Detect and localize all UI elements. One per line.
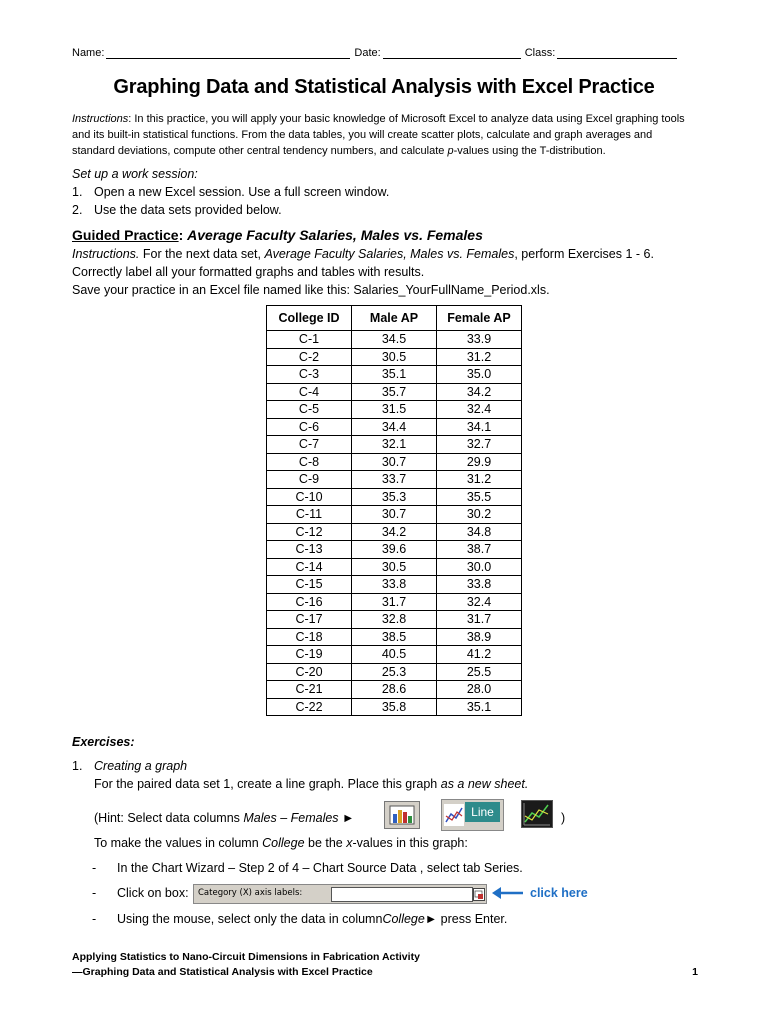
cell-college-id: C-9 <box>267 471 352 489</box>
cell-female-ap: 35.1 <box>437 698 522 716</box>
cell-female-ap: 30.0 <box>437 558 522 576</box>
exercise-1-line-1 <box>94 777 528 791</box>
cell-male-ap: 34.2 <box>352 523 437 541</box>
bullet-3-c: ► press Enter. <box>424 912 508 926</box>
instructions-label: Instructions <box>72 113 129 125</box>
table-row <box>267 383 522 401</box>
cell-college-id: C-8 <box>267 453 352 471</box>
cell-college-id: C-6 <box>267 418 352 436</box>
page-footer <box>72 950 698 980</box>
cell-female-ap: 29.9 <box>437 453 522 471</box>
cell-college-id: C-19 <box>267 646 352 664</box>
cell-male-ap: 28.6 <box>352 681 437 699</box>
ex1-line1-italic: as a new sheet. <box>440 777 529 791</box>
cell-female-ap: 31.2 <box>437 471 522 489</box>
cell-female-ap: 32.7 <box>437 436 522 454</box>
cell-female-ap: 35.0 <box>437 366 522 384</box>
table-row <box>267 593 522 611</box>
guided-instr-italic: Average Faculty Salaries, Males vs. Females <box>264 247 515 261</box>
table-row <box>267 453 522 471</box>
exercise-1-title-text: Creating a graph <box>94 759 188 773</box>
table-row <box>267 471 522 489</box>
exercise-1-title <box>72 759 187 773</box>
bullet-2-text: Click on box: <box>117 886 189 900</box>
cell-female-ap: 34.8 <box>437 523 522 541</box>
cell-female-ap: 33.9 <box>437 331 522 349</box>
xvalues-a: To make the values in column <box>94 836 263 850</box>
date-field[interactable] <box>383 47 521 59</box>
page-number: 1 <box>692 966 698 978</box>
cell-male-ap: 30.7 <box>352 506 437 524</box>
cell-male-ap: 33.7 <box>352 471 437 489</box>
table-row <box>267 506 522 524</box>
cell-college-id: C-5 <box>267 401 352 419</box>
cell-college-id: C-22 <box>267 698 352 716</box>
guided-colon: : <box>178 227 184 243</box>
table-row <box>267 558 522 576</box>
cell-male-ap: 30.7 <box>352 453 437 471</box>
cell-college-id: C-14 <box>267 558 352 576</box>
table-row <box>267 698 522 716</box>
line-chart-icon <box>444 804 464 826</box>
step-text: Use the data sets provided below. <box>94 203 282 217</box>
cell-college-id: C-17 <box>267 611 352 629</box>
hint-line <box>94 811 354 825</box>
cell-college-id: C-4 <box>267 383 352 401</box>
table-row <box>267 366 522 384</box>
list-item <box>72 201 389 219</box>
xvalues-line <box>94 836 468 850</box>
cell-female-ap: 32.4 <box>437 593 522 611</box>
cell-male-ap: 31.7 <box>352 593 437 611</box>
date-label: Date: <box>354 47 381 59</box>
page-title: Graphing Data and Statistical Analysis with Excel Practice <box>113 76 655 98</box>
setup-steps <box>72 183 389 219</box>
setup-heading-text: Set up a work session: <box>72 167 198 181</box>
ex1-line1-text: For the paired data set 1, create a line graph. Place this graph <box>94 777 441 791</box>
exercises-heading: Exercises: <box>72 735 135 749</box>
cell-college-id: C-15 <box>267 576 352 594</box>
cell-male-ap: 30.5 <box>352 348 437 366</box>
dash-bullet: - <box>92 861 97 875</box>
name-label: Name: <box>72 47 105 59</box>
cell-male-ap: 31.5 <box>352 401 437 419</box>
cell-college-id: C-3 <box>267 366 352 384</box>
cell-male-ap: 34.5 <box>352 331 437 349</box>
table-row <box>267 488 522 506</box>
cell-college-id: C-20 <box>267 663 352 681</box>
cell-college-id: C-12 <box>267 523 352 541</box>
salary-table <box>266 305 522 716</box>
cell-female-ap: 28.0 <box>437 681 522 699</box>
list-item <box>92 886 189 900</box>
cell-male-ap: 34.4 <box>352 418 437 436</box>
instructions-p: p <box>447 145 454 157</box>
cell-female-ap: 30.2 <box>437 506 522 524</box>
cell-female-ap: 41.2 <box>437 646 522 664</box>
table-row <box>267 331 522 349</box>
xvalues-b: College <box>262 836 305 850</box>
cell-male-ap: 32.8 <box>352 611 437 629</box>
guided-practice-heading <box>72 227 483 243</box>
cell-female-ap: 25.5 <box>437 663 522 681</box>
table-row <box>267 646 522 664</box>
cell-female-ap: 38.7 <box>437 541 522 559</box>
guided-instr-text-2: , perform Exercises 1 - 6. <box>514 247 654 261</box>
table-row <box>267 628 522 646</box>
instructions-text-1: : In this practice, you will apply your basic knowledge of Microsoft Excel to analyze data using Excel graphing tools and its built-in statistical functions. From the data tables, you will create scatter plots, calculate and graph averages and standard deviations, compute other central tendency numbers, and calculate <box>72 113 685 157</box>
cell-college-id: C-16 <box>267 593 352 611</box>
hint-close-paren: ) <box>561 811 566 825</box>
guided-practice-label: Guided Practice <box>72 227 179 243</box>
table-header-row <box>267 306 522 331</box>
category-axis-labels-box[interactable] <box>193 884 487 904</box>
instructions-text-2: -values using the T-distribution. <box>453 145 606 157</box>
guided-practice-subtitle: Average Faculty Salaries, Males vs. Females <box>187 227 483 243</box>
guided-instructions <box>72 245 698 299</box>
cell-female-ap: 34.1 <box>437 418 522 436</box>
name-field[interactable] <box>106 47 350 59</box>
axis-labels-input[interactable] <box>331 887 473 902</box>
setup-heading <box>72 165 698 183</box>
hint-text-b: Males – Females <box>243 811 339 825</box>
table-row <box>267 401 522 419</box>
table-row <box>267 523 522 541</box>
cell-male-ap: 35.7 <box>352 383 437 401</box>
xvalues-c: be the <box>304 836 347 850</box>
line-chart-type-button[interactable] <box>441 799 504 831</box>
xvalues-e: -values in this graph: <box>352 836 468 850</box>
click-here-text: click here <box>530 886 588 900</box>
click-here-callout <box>492 886 588 900</box>
range-select-icon[interactable] <box>473 888 485 901</box>
cell-male-ap: 40.5 <box>352 646 437 664</box>
step-number: 1. <box>72 185 83 199</box>
class-field[interactable] <box>557 47 677 59</box>
table-row <box>267 348 522 366</box>
exercise-number: 1. <box>72 759 83 773</box>
dash-bullet: - <box>92 886 97 900</box>
cell-female-ap: 31.2 <box>437 348 522 366</box>
cell-college-id: C-1 <box>267 331 352 349</box>
guided-line-2: Correctly label all your formatted graphs and tables with results. <box>72 265 425 279</box>
cell-male-ap: 38.5 <box>352 628 437 646</box>
hint-text-a: (Hint: Select data columns <box>94 811 244 825</box>
axis-box-label: Category (X) axis labels: <box>198 888 303 898</box>
bullet-3-a: Using the mouse, select only the data in column <box>117 912 383 926</box>
table-row <box>267 663 522 681</box>
cell-college-id: C-21 <box>267 681 352 699</box>
footer-line-1: Applying Statistics to Nano-Circuit Dimensions in Fabrication Activity <box>72 951 420 963</box>
bullet-1-text: In the Chart Wizard – Step 2 of 4 – Chart Source Data , select tab Series. <box>117 861 523 875</box>
cell-female-ap: 31.7 <box>437 611 522 629</box>
cell-college-id: C-18 <box>267 628 352 646</box>
line-button-label: Line <box>465 802 500 822</box>
cell-college-id: C-2 <box>267 348 352 366</box>
cell-female-ap: 38.9 <box>437 628 522 646</box>
table-row <box>267 611 522 629</box>
guided-instr-text-1: For the next data set, <box>139 247 265 261</box>
class-label: Class: <box>524 47 556 59</box>
cell-male-ap: 35.1 <box>352 366 437 384</box>
cell-female-ap: 32.4 <box>437 401 522 419</box>
step-number: 2. <box>72 203 83 217</box>
line-with-markers-icon[interactable] <box>521 800 553 828</box>
cell-college-id: C-11 <box>267 506 352 524</box>
cell-male-ap: 30.5 <box>352 558 437 576</box>
dash-bullet: - <box>92 912 97 926</box>
footer-line-2: —Graphing Data and Statistical Analysis with Excel Practice <box>72 966 373 978</box>
col-header-male-ap: Male AP <box>352 306 437 331</box>
cell-college-id: C-10 <box>267 488 352 506</box>
cell-female-ap: 35.5 <box>437 488 522 506</box>
guided-instr-label: Instructions. <box>72 247 140 261</box>
cell-female-ap: 33.8 <box>437 576 522 594</box>
cell-male-ap: 25.3 <box>352 663 437 681</box>
step-text: Open a new Excel session. Use a full screen window. <box>94 185 390 199</box>
header-fields <box>72 47 698 59</box>
cell-college-id: C-7 <box>267 436 352 454</box>
table-row <box>267 541 522 559</box>
guided-line-3: Save your practice in an Excel file named like this: Salaries_YourFullName_Period.xls. <box>72 283 550 297</box>
table-row <box>267 418 522 436</box>
col-header-college-id: College ID <box>267 306 352 331</box>
cell-male-ap: 35.8 <box>352 698 437 716</box>
col-header-female-ap: Female AP <box>437 306 522 331</box>
list-item <box>92 912 507 926</box>
table-row <box>267 681 522 699</box>
arrow-left-icon <box>492 887 524 899</box>
hint-arrow: ► <box>338 811 355 825</box>
bullet-3-b: College <box>382 912 425 926</box>
cell-college-id: C-13 <box>267 541 352 559</box>
xvalues-d: x <box>346 836 353 850</box>
cell-male-ap: 33.8 <box>352 576 437 594</box>
list-item <box>92 861 523 875</box>
cell-male-ap: 32.1 <box>352 436 437 454</box>
chart-wizard-icon[interactable] <box>384 801 420 829</box>
list-item <box>72 183 389 201</box>
cell-male-ap: 35.3 <box>352 488 437 506</box>
table-row <box>267 576 522 594</box>
table-row <box>267 436 522 454</box>
instructions-paragraph <box>72 111 698 159</box>
cell-male-ap: 39.6 <box>352 541 437 559</box>
cell-female-ap: 34.2 <box>437 383 522 401</box>
